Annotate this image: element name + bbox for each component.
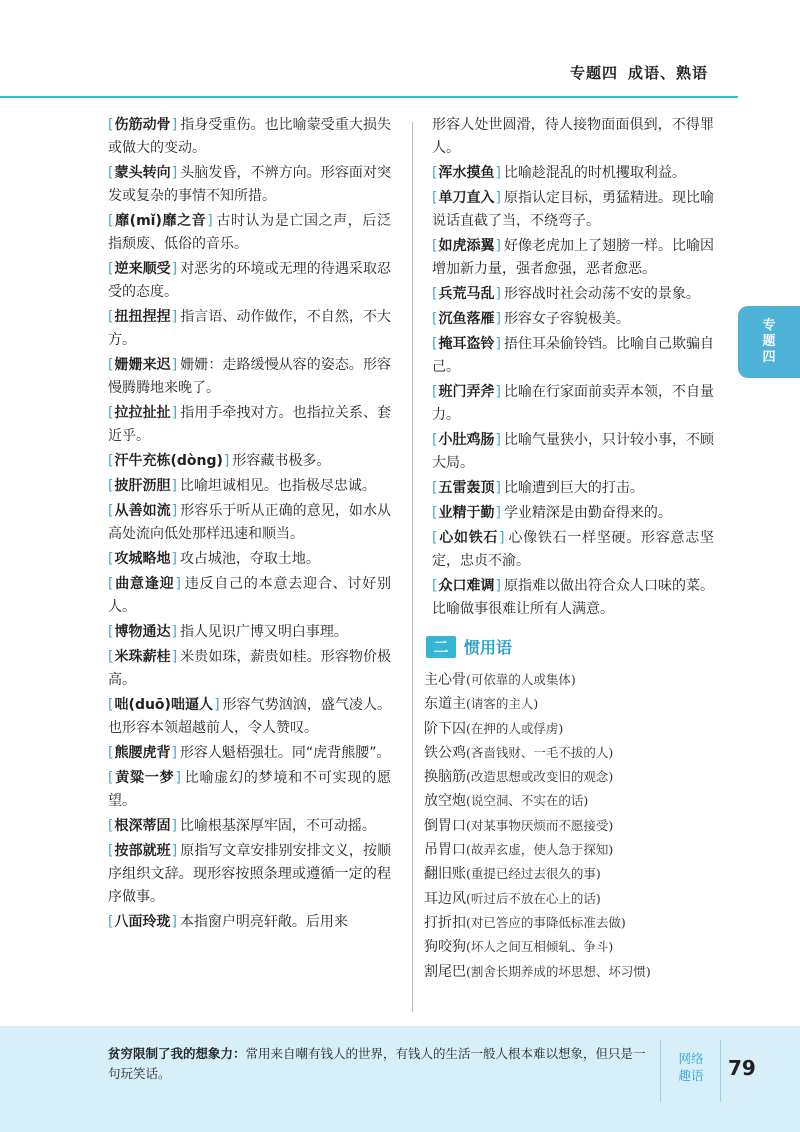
entry-term: [ 咄(duō)咄逼人 ] [108,697,220,713]
saying-note: (坏人之间互相倾轧、争斗) [466,939,614,955]
entry-definition: 指人见识广博又明白事理。 [179,624,348,640]
common-saying [424,814,714,838]
entry-definition: 学业精深是由勤奋得来的。 [503,505,672,521]
entry-definition: 形容女子容貌极美。 [503,311,630,327]
saying-word: 换脑筋 [424,769,466,786]
entry-term: [ 众口难调 ] [432,578,501,594]
idiom-entry [432,381,714,427]
common-saying [424,765,714,789]
footer-body: 常用来自嘲有钱人的世界，有钱人的生活一般人根本难以想象，但只是一句玩笑话。 [108,1046,646,1081]
entry-definition: 原指难以做出符合众人口味的菜。比喻做事很难让所有人满意。 [432,578,714,617]
saying-note: (对已答应的事降低标准去做) [466,914,626,930]
entry-term: [ 按部就班 ] [108,843,177,859]
entry-term: [ 班门弄斧 ] [432,384,501,400]
entry-term: [ 业精于勤 ] [432,505,501,521]
idiom-entry [108,210,391,256]
entry-term: [ 曲意逢迎 ] [108,576,181,592]
entry-definition: 比喻趁混乱的时机攫取利益。 [503,165,686,181]
section-title: 惯用语 [464,638,513,657]
idiom-entry [108,694,391,740]
idiom-entry [108,450,391,473]
entry-term: [ 五雷轰顶 ] [432,480,501,496]
saying-note: (听过后不放在心上的话) [466,890,601,906]
idiom-entry [108,114,391,160]
entry-term: [ 单刀直入 ] [432,190,501,206]
entry-definition: 形容战时社会动荡不安的景象。 [503,286,700,302]
footer-label-line-1: 网络 [678,1051,704,1066]
entry-term: [ 兵荒马乱 ] [432,286,501,302]
idiom-entry [432,235,714,281]
idiom-entry [108,402,391,448]
entry-definition: 对恶劣的环境或无理的待遇采取忍受的态度。 [108,261,391,300]
common-saying [424,838,714,862]
saying-note: (请客的主人) [466,696,539,712]
saying-word: 耳边风 [424,890,466,907]
saying-note: (改造思想或改变旧的观念) [466,769,614,785]
entry-term: [ 攻城略地 ] [108,551,177,567]
entry-term: [ 沉鱼落雁 ] [432,311,501,327]
saying-word: 倒胃口 [424,817,466,834]
saying-note: (可依靠的人或集体) [466,672,576,687]
footer-label-line-2: 趣语 [678,1068,704,1083]
saying-word: 割尾巴 [424,963,466,980]
idiom-entry [432,187,714,233]
common-saying [424,692,714,716]
idiom-entry [108,815,391,838]
entry-term: [ 伤筋动骨 ] [108,117,177,133]
entry-definition: 比喻虚幻的梦境和不可实现的愿望。 [108,770,392,809]
idiom-entry [432,575,714,621]
common-saying [424,960,714,984]
saying-word: 打折扣 [424,914,466,931]
idiom-entry [432,502,714,525]
common-saying [424,668,714,692]
common-saying [424,717,714,741]
entry-definition: 指身受重伤。也比喻蒙受重大损失或做大的变动。 [108,117,391,156]
entry-definition: 捂住耳朵偷铃铛。比喻自己欺骗自己。 [432,336,714,375]
saying-note: (重提已经过去很久的事) [466,866,601,882]
idiom-entry [108,911,391,934]
idiom-entry [108,475,391,498]
entry-term: [ 汗牛充栋(dòng) ] [108,453,229,469]
common-saying [424,911,714,935]
entry-term: [ 八面玲珑 ] [108,914,177,930]
entry-definition: 姗姗：走路缓慢从容的姿态。形容慢腾腾地来晚了。 [108,357,391,396]
entry-definition: 比喻在行家面前卖弄本领，不自量力。 [432,384,714,423]
common-saying [424,741,714,765]
entry-definition: 比喻气量狭小，只计较小事，不顾大局。 [432,432,714,471]
common-saying [424,935,714,959]
idiom-entry [432,283,714,306]
footer-text [108,1044,653,1084]
footer-divider-2 [720,1040,721,1102]
entry-term: [ 小肚鸡肠 ] [432,432,501,448]
entry-term: [ 博物通达 ] [108,624,177,640]
entry-term: [ 根深蒂固 ] [108,818,177,834]
idiom-entry [108,258,391,304]
side-tab [738,306,800,378]
idiom-entry [108,646,391,692]
idiom-entry [108,354,391,400]
entry-term: [ 心如铁石 ] [432,530,505,546]
entry-definition: 形容人魁梧强壮。同“虎背熊腰”。 [179,745,391,761]
entry-definition: 头脑发昏，不辨方向。形容面对突发或复杂的事情不知所措。 [108,165,391,204]
left-column [108,114,391,936]
entry-term: [ 浑水摸鱼 ] [432,165,501,181]
idiom-entry [108,306,391,352]
entry-definition: 形容气势汹汹，盛气凌人。也形容本领超越前人，令人赞叹。 [108,697,391,736]
entry-definition: 指用手牵拽对方。也指拉关系、套近乎。 [108,405,391,444]
saying-word: 狗咬狗 [424,939,466,956]
entry-term: [ 从善如流 ] [108,503,177,519]
entry-term: [ 扭扭捏捏 ] [108,309,177,325]
entry-definition: 原指认定目标，勇猛精进。现比喻说话直截了当，不绕弯子。 [432,190,714,229]
saying-word: 东道主 [424,696,466,713]
idiom-entry [432,429,714,475]
saying-word: 阶下囚 [424,720,466,737]
entry-term: [ 逆来顺受 ] [108,261,177,277]
section-heading [426,635,714,658]
entry-definition: 指言语、动作做作，不自然，不大方。 [108,309,391,348]
footer-highlight: 贫穷限制了我的想象力： [108,1046,246,1061]
right-column [424,114,715,984]
entry-term: [ 如虎添翼 ] [432,238,501,254]
entry-term: [ 掩耳盗铃 ] [432,336,501,352]
common-saying [424,887,714,911]
saying-word: 主心骨 [424,672,466,688]
entry-definition: 比喻坦诚相见。也指极尽忠诚。 [179,478,376,494]
saying-note: (故弄玄虚，使人急于探知) [466,842,614,858]
saying-word: 放空炮 [424,793,466,810]
header-topic: 专题四 [569,64,618,82]
footer-band [0,1026,800,1132]
idiom-entry [108,742,391,765]
entry-definition: 好像老虎加上了翅膀一样。比喻因增加新力量，强者愈强，恶者愈恶。 [432,238,714,277]
idiom-entry [108,767,391,813]
side-tab-char-3: 四 [762,350,776,365]
entry-term: [ 熊腰虎背 ] [108,745,177,761]
entry-definition: 违反自己的本意去迎合、讨好别人。 [108,576,392,615]
page-header [570,62,708,83]
saying-note: (吝啬钱财、一毛不拔的人) [466,744,614,760]
saying-note: (在押的人或俘虏) [466,720,564,736]
entry-term: [ 姗姗来迟 ] [108,357,177,373]
column-divider [412,122,413,1012]
entry-definition: 形容乐于听从正确的意见，如水从高处流向低处那样迅速和顺当。 [108,503,391,542]
entry-definition: 比喻根基深厚牢固，不可动摇。 [179,818,376,834]
side-tab-char-1: 专 [762,318,776,333]
footer-label [667,1050,715,1084]
idiom-entry [432,162,714,185]
idiom-entry [432,333,714,379]
entry-definition: 心像铁石一样坚硬。形容意志坚定，忠贞不渝。 [432,530,715,569]
header-rule [0,96,738,98]
idiom-entry [108,573,391,619]
idiom-entry [108,162,391,208]
saying-note: (割舍长期养成的坏思想、坏习惯) [466,963,651,979]
idiom-entry [108,548,391,571]
entry-definition: 本指窗户明亮轩敞。后用来 [179,914,348,930]
entry-term: [ 拉拉扯扯 ] [108,405,177,421]
entry-term: [ 黄粱一梦 ] [108,770,181,786]
entry-definition: 米贵如珠，薪贵如桂。形容物价极高。 [108,649,391,688]
common-saying [424,862,714,886]
header-subtitle: 成语、熟语 [627,64,708,82]
saying-note: (对某事物厌烦而不愿接受) [466,817,614,833]
entry-definition: 原指写文章安排别安排文义，按顺序组织文辞。现形容按照条理或遵循一定的程序做事。 [108,843,391,905]
idiom-entry [108,500,391,546]
idiom-entry [108,621,391,644]
right-entry-list [432,162,714,621]
entry-definition: 形容藏书极多。 [232,453,331,469]
entry-definition: 比喻遭到巨大的打击。 [503,480,644,496]
side-tab-char-2: 题 [762,334,776,349]
idiom-entry [432,477,714,500]
continued-definition: 形容人处世圆滑，待人接物面面俱到，不得罪人。 [432,117,714,156]
footer-divider [660,1040,661,1102]
entry-term: [ 靡(mǐ)靡之音 ] [108,213,213,229]
section-number: 二 [426,636,456,658]
saying-word: 铁公鸡 [424,744,466,761]
entry-definition: 古时认为是亡国之声，后泛指颓废、低俗的音乐。 [108,213,391,252]
page-number: 79 [728,1056,756,1080]
common-saying [424,789,714,813]
entry-term: [ 披肝沥胆 ] [108,478,177,494]
entry-term: [ 米珠薪桂 ] [108,649,177,665]
idiom-entry [432,527,714,573]
idiom-list [424,668,714,984]
idiom-entry [108,840,391,909]
saying-word: 吊胃口 [424,842,466,859]
entry-definition: 攻占城池，夺取土地。 [179,551,320,567]
entry-term: [ 蒙头转向 ] [108,165,177,181]
saying-word: 翻旧账 [424,866,466,883]
idiom-entry [432,308,714,331]
saying-note: (说空洞、不实在的话) [466,793,589,809]
